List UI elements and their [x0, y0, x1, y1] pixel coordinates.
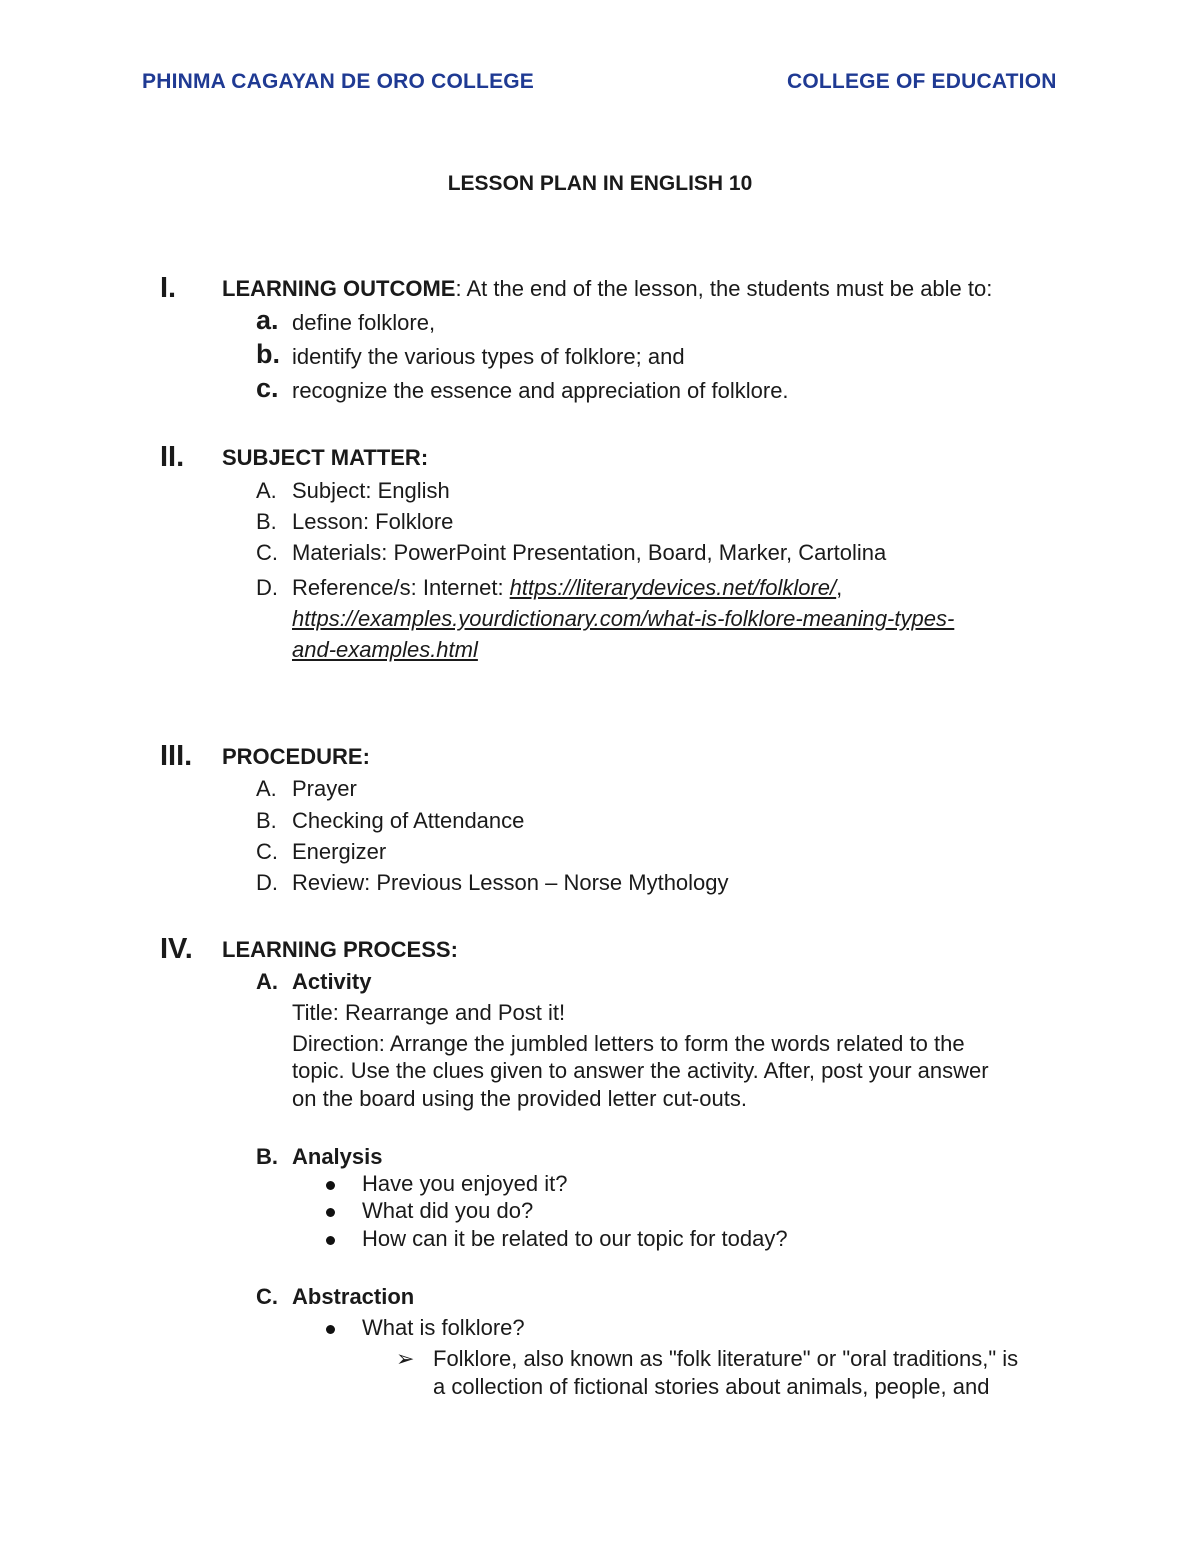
reference-text: Reference/s: Internet: — [292, 575, 510, 600]
outcome-item: define folklore, — [292, 310, 436, 335]
bullet-icon — [326, 1315, 338, 1327]
subject-label: A. — [256, 478, 277, 503]
department-name: COLLEGE OF EDUCATION — [787, 70, 1057, 93]
arrow-bullet-icon: ➢ — [396, 1346, 415, 1371]
activity-title: Title: Rearrange and Post it! — [292, 1000, 566, 1025]
subject-label: B. — [256, 509, 277, 534]
page-title: LESSON PLAN IN ENGLISH 10 — [447, 172, 753, 195]
section-learning-outcome — [222, 276, 992, 302]
outcome-item: identify the various types of folklore; and — [292, 344, 685, 369]
section-heading: SUBJECT MATTER: — [222, 445, 429, 470]
procedure-item: Review: Previous Lesson – Norse Mythology — [292, 870, 729, 895]
section-heading: PROCEDURE: — [222, 744, 370, 769]
section-heading: LEARNING PROCESS: — [222, 937, 458, 962]
reference-link[interactable]: and-examples.html — [292, 637, 478, 662]
procedure-label: A. — [256, 776, 277, 801]
school-name: PHINMA CAGAYAN DE ORO COLLEGE — [142, 70, 535, 93]
section-numeral: IV. — [160, 933, 193, 965]
outcome-label: c. — [256, 373, 279, 403]
section-heading: LEARNING OUTCOME — [222, 276, 456, 301]
abstraction-question: What is folklore? — [362, 1315, 525, 1340]
procedure-item: Checking of Attendance — [292, 808, 525, 833]
abstraction-label: C. — [256, 1284, 278, 1309]
activity-label: A. — [256, 969, 278, 994]
analysis-question: What did you do? — [362, 1198, 534, 1223]
section-numeral: II. — [160, 441, 185, 473]
subject-item: Materials: PowerPoint Presentation, Board, Marker, Cartolina — [292, 540, 887, 565]
bullet-icon — [326, 1226, 338, 1238]
procedure-item: Prayer — [292, 776, 357, 801]
abstraction-answer-line: Folklore, also known as "folk literature" or "oral traditions," is — [433, 1346, 1019, 1371]
outcome-item: recognize the essence and appreciation of folklore. — [292, 378, 789, 403]
section-numeral: I. — [160, 272, 177, 304]
abstraction-heading: Abstraction — [292, 1284, 415, 1309]
procedure-item: Energizer — [292, 839, 387, 864]
activity-heading: Activity — [292, 969, 372, 994]
reference-link[interactable]: https://literarydevices.net/folklore/ — [509, 575, 837, 600]
section-intro: : At the end of the lesson, the students must be able to: — [455, 276, 993, 301]
analysis-question: How can it be related to our topic for today? — [362, 1226, 788, 1251]
activity-direction-line: on the board using the provided letter cut-outs. — [292, 1086, 747, 1111]
analysis-question: Have you enjoyed it? — [362, 1171, 568, 1196]
reference-line — [292, 575, 842, 601]
bullet-icon — [326, 1171, 338, 1183]
outcome-label: b. — [256, 339, 280, 369]
outcome-label: a. — [256, 305, 279, 335]
subject-item: Lesson: Folklore — [292, 509, 454, 534]
procedure-label: D. — [256, 870, 278, 895]
section-numeral: III. — [160, 740, 193, 772]
reference-link[interactable]: https://examples.yourdictionary.com/what-is-folklore-meaning-types- — [292, 606, 955, 631]
reference-separator: , — [836, 575, 843, 600]
subject-label: D. — [256, 575, 278, 600]
activity-direction-line: topic. Use the clues given to answer the activity. After, post your answer — [292, 1058, 989, 1083]
subject-label: C. — [256, 540, 278, 565]
procedure-label: C. — [256, 839, 278, 864]
analysis-heading: Analysis — [292, 1144, 383, 1169]
activity-direction-line: Direction: Arrange the jumbled letters to form the words related to the — [292, 1031, 965, 1056]
analysis-label: B. — [256, 1144, 278, 1169]
subject-item: Subject: English — [292, 478, 450, 503]
abstraction-answer-line: a collection of fictional stories about animals, people, and — [433, 1374, 990, 1399]
procedure-label: B. — [256, 808, 277, 833]
bullet-icon — [326, 1198, 338, 1210]
